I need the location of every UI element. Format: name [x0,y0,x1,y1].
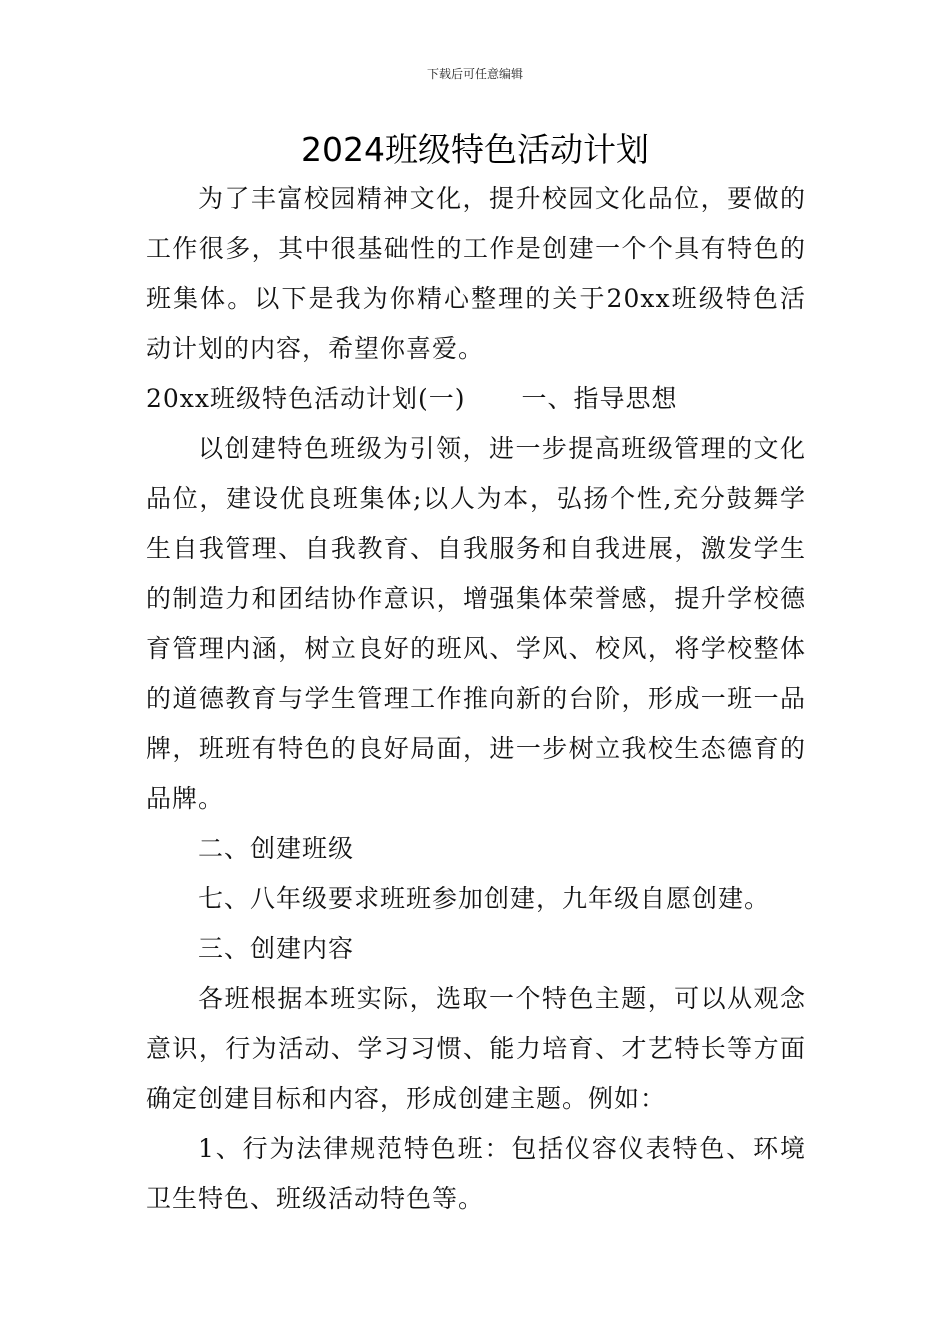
section1-body: 以创建特色班级为引领，进一步提高班级管理的文化品位，建设优良班集体;以人为本，弘扬个性,充分鼓舞学生自我管理、自我教育、自我服务和自我进展，激发学生的制造力和团结协作意识，增强集体荣誉感，提升学校德育管理内涵，树立良好的班风、学风、校风，将学校整体的道德教育与学生管理工作推向新的台阶，形成一班一品牌，班班有特色的良好局面，进一步树立我校生态德育的品牌。 [146,434,806,813]
document-title: 2024班级特色活动计划 [301,130,649,169]
list-item-1: 1、行为法律规范特色班：包括仪容仪表特色、环境卫生特色、班级活动特色等。 [146,1134,806,1213]
plan-heading-line [146,374,806,424]
section3-body: 各班根据本班实际，选取一个特色主题，可以从观念意识，行为活动、学习习惯、能力培育、才艺特长等方面确定创建目标和内容，形成创建主题。例如： [146,984,806,1113]
header-note: 下载后可任意编辑 [426,67,523,81]
section3-heading: 三、创建内容 [198,934,355,963]
document-body [146,174,806,1224]
section2-body: 七、八年级要求班班参加创建，九年级自愿创建。 [198,884,771,913]
section2-heading: 二、创建班级 [198,834,355,863]
intro-paragraph: 为了丰富校园精神文化，提升校园文化品位，要做的工作很多，其中很基础性的工作是创建一个个具有特色的班集体。以下是我为你精心整理的关于20xx班级特色活动计划的内容，希望你喜爱。 [146,184,806,363]
plan-heading: 20xx班级特色活动计划(一) [146,384,466,413]
section1-heading: 一、指导思想 [521,384,678,413]
